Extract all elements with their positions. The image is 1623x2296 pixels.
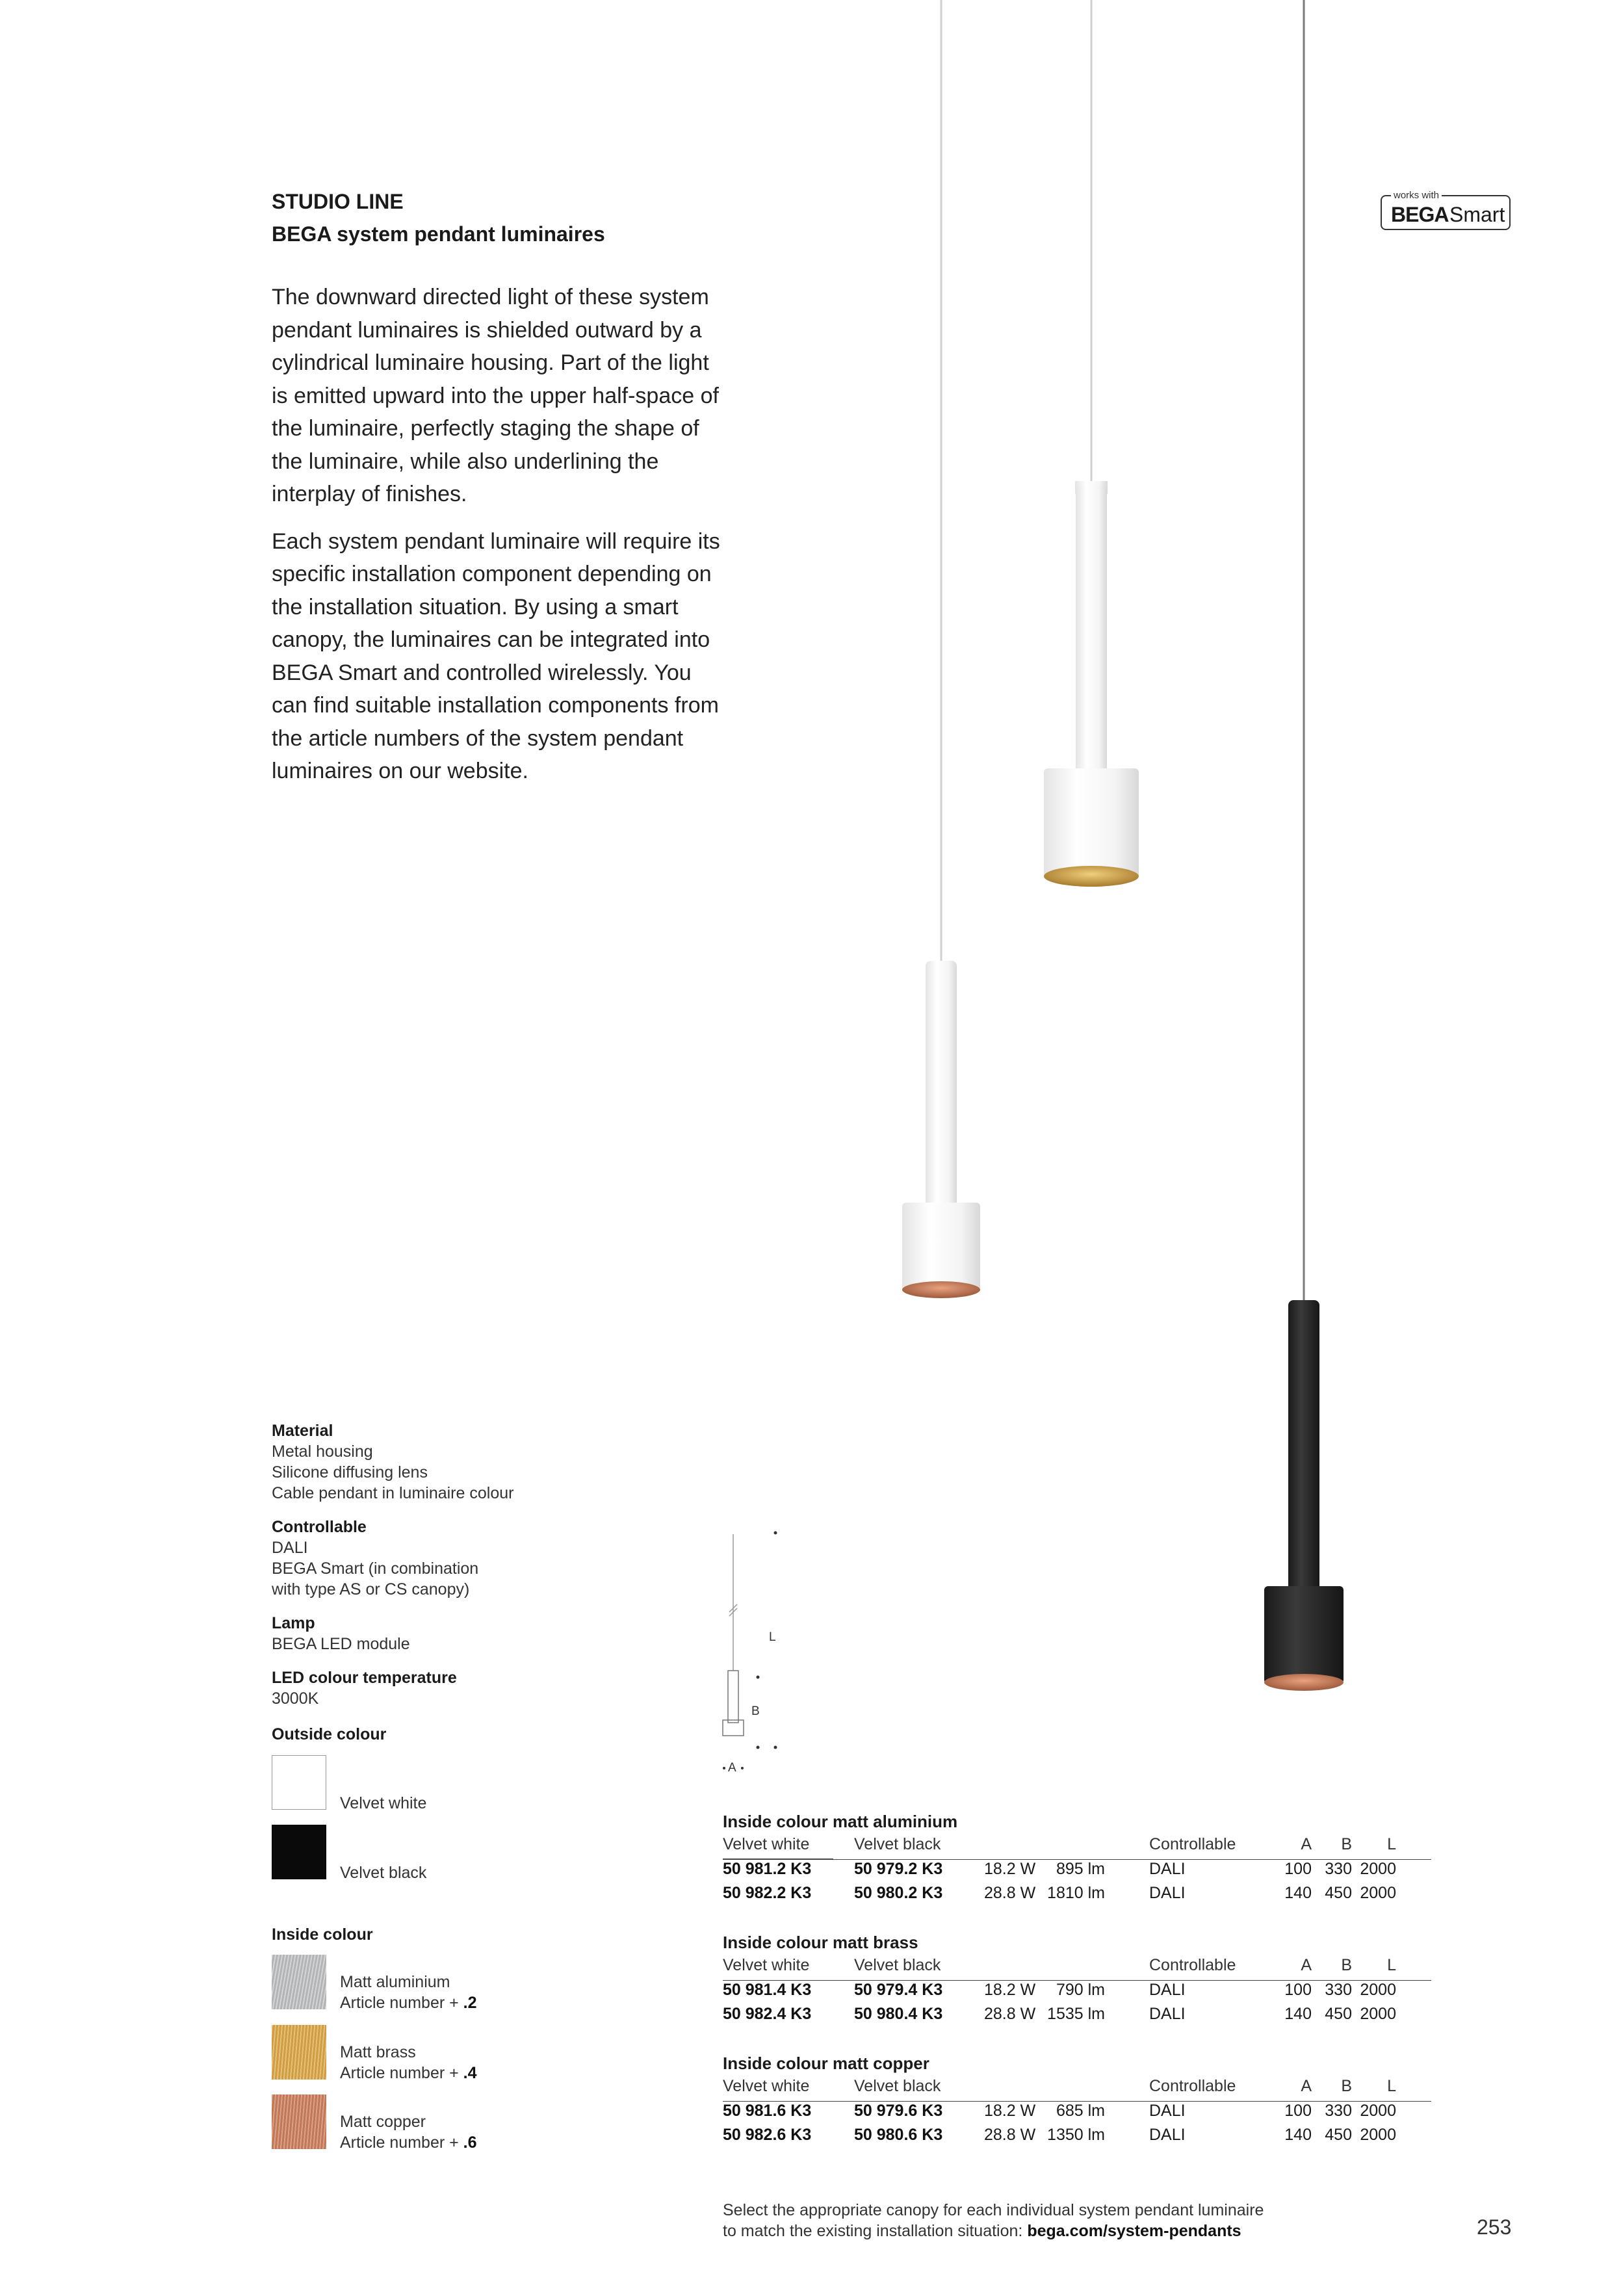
spec-material <box>272 1420 662 1504</box>
article-number-text: Article number + <box>340 2133 463 2152</box>
table-header-row <box>723 1956 1431 1981</box>
article-velvet-white: 50 981.2 K3 <box>723 1860 812 1878</box>
swatch-velvet-white <box>272 1755 326 1810</box>
dim-a: 140 <box>1284 2126 1312 2144</box>
article-velvet-white: 50 982.6 K3 <box>723 2126 812 2144</box>
table-row <box>723 1981 1431 2005</box>
specifications <box>272 1420 662 1722</box>
header-velvet-white: Velvet white <box>723 1956 810 1974</box>
luminous-flux: 895 lm <box>1056 1860 1105 1878</box>
dimension-label-a: A <box>728 1761 736 1775</box>
header-l: L <box>1387 2077 1396 2095</box>
spec-lamp-line: BEGA LED module <box>272 1635 410 1653</box>
intro-paragraph-1: The downward directed light of these system pendant luminaires is shielded outward by a cylindrical luminaire housing. Part of the light is emitted upward into the upper half-space of the luminaire, perfectly staging the shape of the luminaire, while also underlining the interplay of finishes. <box>272 285 719 506</box>
spec-controllable-line: BEGA Smart (in combination <box>272 1559 479 1578</box>
article-table-aluminium <box>723 1812 1431 1908</box>
spec-material-line: Cable pendant in luminaire colour <box>272 1484 514 1502</box>
footer-link[interactable]: bega.com/system-pendants <box>1027 2222 1241 2240</box>
swatch-label-group <box>340 2111 477 2153</box>
swatch-matt-copper <box>272 2094 326 2149</box>
article-velvet-black: 50 979.4 K3 <box>854 1981 943 1999</box>
table-header-row <box>723 1835 1431 1860</box>
luminous-flux: 685 lm <box>1056 2102 1105 2120</box>
table-row <box>723 2102 1431 2126</box>
dim-l: 2000 <box>1360 1884 1396 1902</box>
spec-lamp-title: Lamp <box>272 1614 315 1632</box>
footer-line-2: to match the existing installation situation: <box>723 2222 1028 2240</box>
bega-smart-badge <box>1381 190 1511 230</box>
swatch-label-group <box>340 2042 477 2083</box>
luminous-flux: 790 lm <box>1056 1981 1105 1999</box>
dim-b: 330 <box>1325 1981 1352 1999</box>
article-suffix: .6 <box>463 2133 477 2152</box>
controllable: DALI <box>1149 2005 1186 2023</box>
table-row <box>723 1884 1431 1908</box>
swatch-matt-brass <box>272 2025 326 2080</box>
dim-l: 2000 <box>1360 2005 1396 2023</box>
spec-material-line: Metal housing <box>272 1442 373 1461</box>
luminous-flux: 1810 lm <box>1047 1884 1105 1902</box>
spec-material-title: Material <box>272 1422 333 1440</box>
power: 28.8 W <box>984 1884 1036 1902</box>
swatch-label: Velvet black <box>340 1864 427 1882</box>
series-title: STUDIO LINE <box>272 190 404 213</box>
article-velvet-black: 50 979.2 K3 <box>854 1860 943 1878</box>
swatch-label-group <box>340 1972 477 2013</box>
footer-note <box>723 2200 1264 2241</box>
dim-a: 100 <box>1284 2102 1312 2120</box>
dim-l: 2000 <box>1360 2126 1396 2144</box>
controllable: DALI <box>1149 2126 1186 2144</box>
table-title: Inside colour matt aluminium <box>723 1812 958 1831</box>
dim-a: 140 <box>1284 2005 1312 2023</box>
article-number-text: Article number + <box>340 1994 463 2012</box>
header-controllable: Controllable <box>1149 1835 1236 1853</box>
swatch-label: Velvet white <box>340 1794 427 1812</box>
intro-text <box>272 281 727 802</box>
controllable: DALI <box>1149 1981 1186 1999</box>
header-l: L <box>1387 1956 1396 1974</box>
table-title: Inside colour matt brass <box>723 1933 918 1952</box>
swatch-matt-aluminium <box>272 1955 326 2009</box>
article-velvet-black: 50 979.6 K3 <box>854 2102 943 2120</box>
table-row <box>723 1860 1431 1884</box>
article-velvet-black: 50 980.4 K3 <box>854 2005 943 2023</box>
power: 28.8 W <box>984 2126 1036 2144</box>
spec-colour-temperature <box>272 1667 662 1709</box>
controllable: DALI <box>1149 2102 1186 2120</box>
dim-l: 2000 <box>1360 2102 1396 2120</box>
dim-a: 100 <box>1284 1860 1312 1878</box>
article-velvet-white: 50 982.2 K3 <box>723 1884 812 1902</box>
swatch-velvet-black <box>272 1825 326 1879</box>
swatch-label: Matt aluminium <box>340 1973 450 1991</box>
dimension-drawing <box>715 1521 806 1781</box>
header-b: B <box>1341 1835 1352 1853</box>
footer-line-1: Select the appropriate canopy for each individual system pendant luminaire <box>723 2201 1264 2219</box>
page-subtitle: BEGA system pendant luminaires <box>272 222 605 246</box>
table-header-row <box>723 2077 1431 2102</box>
dimension-label-b: B <box>751 1704 760 1718</box>
luminous-flux: 1350 lm <box>1047 2126 1105 2144</box>
article-velvet-white: 50 981.6 K3 <box>723 2102 812 2120</box>
badge-small-text: works with <box>1391 190 1442 201</box>
outside-colour-title: Outside colour <box>272 1725 387 1743</box>
dim-l: 2000 <box>1360 1860 1396 1878</box>
article-number-text: Article number + <box>340 2064 463 2082</box>
header-velvet-white: Velvet white <box>723 2077 810 2095</box>
article-table-copper <box>723 2054 1431 2150</box>
power: 18.2 W <box>984 2102 1036 2120</box>
power: 28.8 W <box>984 2005 1036 2023</box>
header-velvet-white: Velvet white <box>723 1835 833 1859</box>
spec-lamp <box>272 1613 662 1654</box>
spec-cct-title: LED colour temperature <box>272 1669 457 1687</box>
badge-product: Smart <box>1449 203 1505 226</box>
pendant-luminaires-illustration <box>845 0 1430 1703</box>
article-velvet-white: 50 982.4 K3 <box>723 2005 812 2023</box>
dimension-label-l: L <box>769 1630 776 1644</box>
article-table-brass <box>723 1933 1431 2029</box>
page-number: 253 <box>1477 2215 1512 2239</box>
header-l: L <box>1387 1835 1396 1853</box>
spec-controllable <box>272 1517 662 1600</box>
header-velvet-black: Velvet black <box>854 1835 941 1853</box>
dim-l: 2000 <box>1360 1981 1396 1999</box>
table-row <box>723 2126 1431 2150</box>
power: 18.2 W <box>984 1860 1036 1878</box>
header-b: B <box>1341 1956 1352 1974</box>
inside-colour-title: Inside colour <box>272 1925 373 1944</box>
article-velvet-black: 50 980.6 K3 <box>854 2126 943 2144</box>
header-a: A <box>1301 1835 1312 1853</box>
dim-a: 140 <box>1284 1884 1312 1902</box>
header-velvet-black: Velvet black <box>854 2077 941 2095</box>
controllable: DALI <box>1149 1884 1186 1902</box>
header-a: A <box>1301 2077 1312 2095</box>
controllable: DALI <box>1149 1860 1186 1878</box>
dim-b: 450 <box>1325 2126 1352 2144</box>
header-controllable: Controllable <box>1149 2077 1236 2095</box>
article-velvet-black: 50 980.2 K3 <box>854 1884 943 1902</box>
power: 18.2 W <box>984 1981 1036 1999</box>
spec-cct-line: 3000K <box>272 1689 319 1708</box>
spec-controllable-title: Controllable <box>272 1518 367 1536</box>
intro-paragraph-2: Each system pendant luminaire will require its specific installation component depending on the installation situation. By using a smart canopy, the luminaires can be integrated into BEGA Smart and controlled wirelessly. You can find suitable installation components from the article numbers of the system pendant luminaires on our website. <box>272 528 720 783</box>
article-suffix: .4 <box>463 2064 477 2082</box>
dim-b: 330 <box>1325 1860 1352 1878</box>
dim-b: 450 <box>1325 2005 1352 2023</box>
spec-controllable-line: with type AS or CS canopy) <box>272 1580 470 1598</box>
swatch-label: Matt copper <box>340 2113 426 2131</box>
dim-b: 450 <box>1325 1884 1352 1902</box>
header-velvet-black: Velvet black <box>854 1956 941 1974</box>
table-row <box>723 2005 1431 2029</box>
luminous-flux: 1535 lm <box>1047 2005 1105 2023</box>
swatch-label: Matt brass <box>340 2043 416 2061</box>
dim-a: 100 <box>1284 1981 1312 1999</box>
article-velvet-white: 50 981.4 K3 <box>723 1981 812 1999</box>
header-a: A <box>1301 1956 1312 1974</box>
dim-b: 330 <box>1325 2102 1352 2120</box>
spec-material-line: Silicone diffusing lens <box>272 1463 428 1481</box>
spec-controllable-line: DALI <box>272 1539 308 1557</box>
article-suffix: .2 <box>463 1994 477 2012</box>
header-controllable: Controllable <box>1149 1956 1236 1974</box>
table-title: Inside colour matt copper <box>723 2054 929 2073</box>
header-b: B <box>1341 2077 1352 2095</box>
badge-brand: BEGA <box>1391 203 1449 226</box>
